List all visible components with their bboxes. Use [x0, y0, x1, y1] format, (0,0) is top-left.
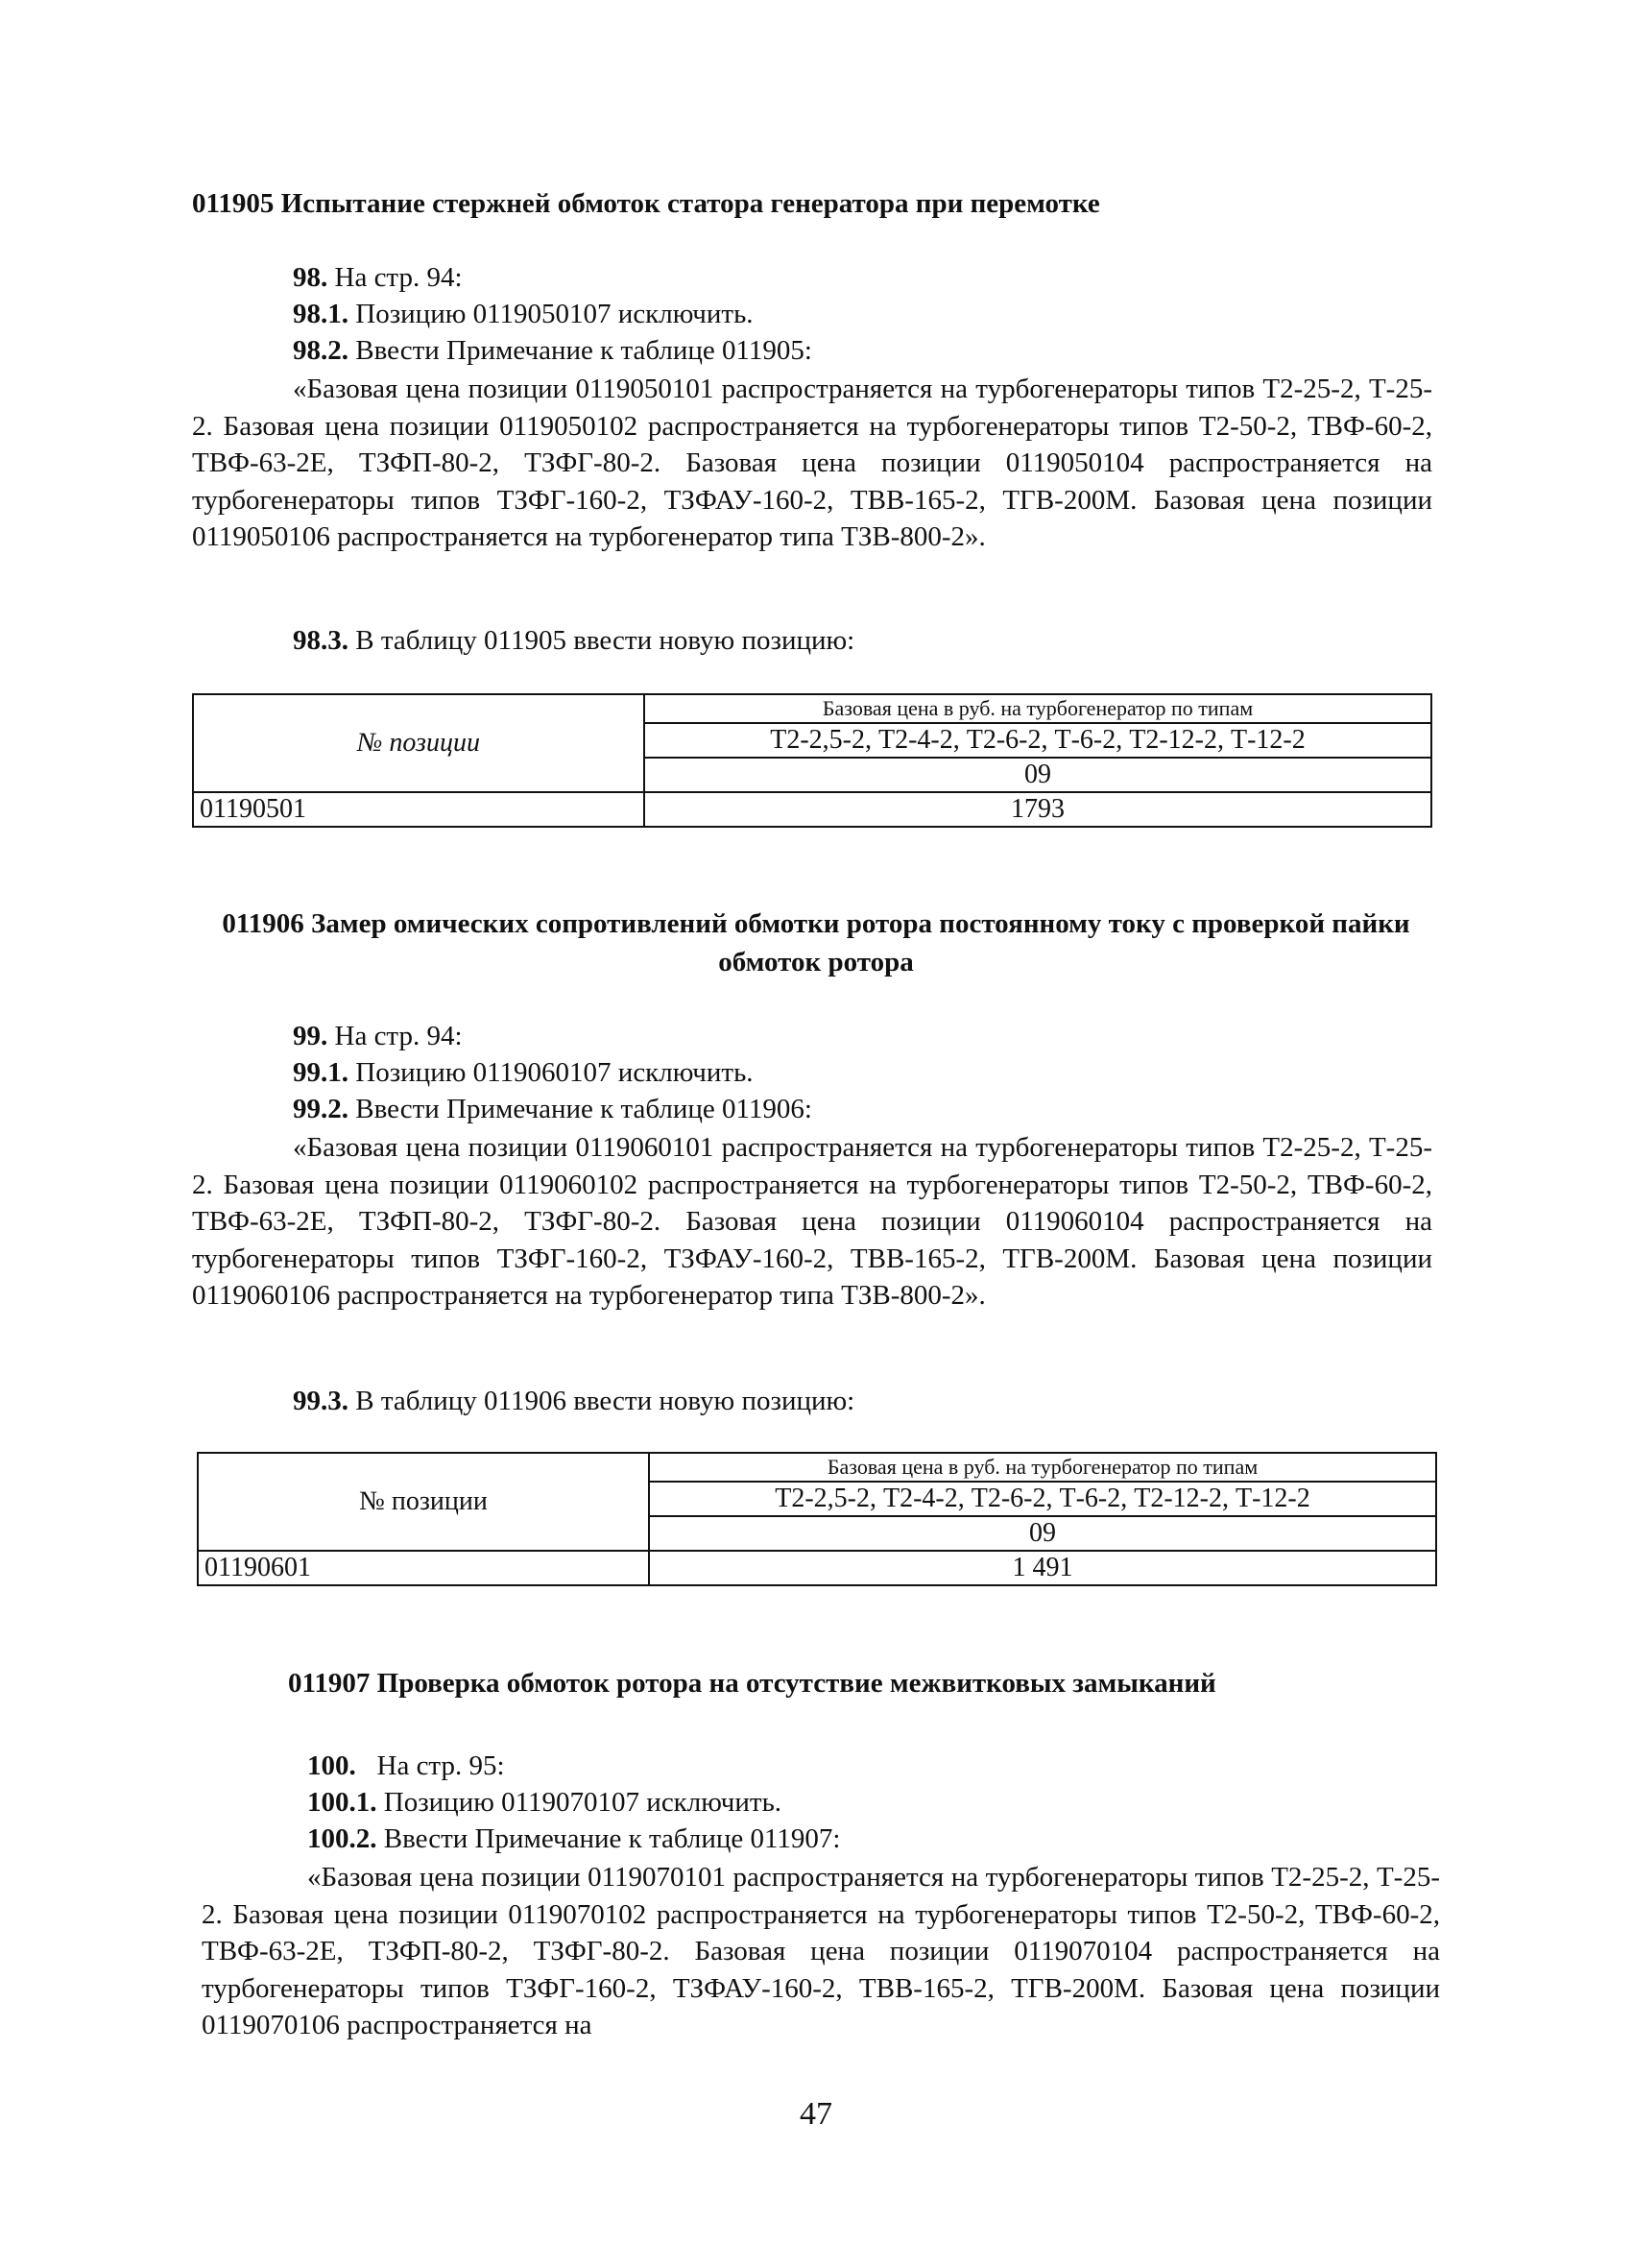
item-number: 99.1. — [293, 1057, 348, 1088]
item-99-2 — [293, 1091, 812, 1127]
item-99 — [293, 1018, 463, 1054]
item-98 — [293, 259, 463, 296]
position-code: 01190601 — [198, 1551, 649, 1585]
page-number: 47 — [800, 2096, 832, 2132]
note-011905: «Базовая цена позиции 0119050101 распространяется на турбогенераторы типов Т2-25-2, Т-25-2. Базовая цена позиции 0119050102 распространяется на турбогенераторы типов Т2-50-2, ТВФ-60-2, ТВФ-63-2Е, ТЗФП-80-2, ТЗФГ-80-2. Базовая цена позиции 0119050104 распространяется на турбогенераторы типов ТЗФГ-160-2, ТЗФАУ-160-2, ТВВ-165-2, ТГВ-200М. Базовая цена позиции 0119050106 распространяется на турбогенератор типа ТЗВ-800-2». — [192, 374, 1432, 552]
item-98-3 — [293, 622, 854, 659]
section-heading-011906: 011906 Замер омических сопротивлений обмотки ротора постоянному току с проверкой пайки обмоток ротора — [222, 908, 1410, 977]
item-text: На стр. 95: — [376, 1750, 505, 1781]
generator-types: Т2-2,5-2, Т2-4-2, Т2-6-2, Т-6-2, Т2-12-2, Т-12-2 — [644, 723, 1431, 758]
generator-types: Т2-2,5-2, Т2-4-2, Т2-6-2, Т-6-2, Т2-12-2, Т-12-2 — [649, 1482, 1436, 1516]
item-text: В таблицу 011905 ввести новую позицию: — [355, 625, 855, 656]
note-011907: «Базовая цена позиции 0119070101 распространяется на турбогенераторы типов Т2-25-2, Т-25-2. Базовая цена позиции 0119070102 распространяется на турбогенераторы типов Т2-50-2, ТВФ-60-2, ТВФ-63-2Е, ТЗФП-80-2, ТЗФГ-80-2. Базовая цена позиции 0119070104 распространяется на турбогенераторы типов ТЗФГ-160-2, ТЗФАУ-160-2, ТВВ-165-2, ТГВ-200М. Базовая цена позиции 0119070106 распространяется на — [202, 1862, 1440, 2040]
item-number: 99.2. — [293, 1094, 348, 1124]
item-text: Позицию 0119050107 исключить. — [355, 299, 754, 329]
position-column-header: № позиции — [193, 694, 644, 792]
item-99-3 — [293, 1383, 854, 1419]
item-text: Позицию 0119060107 исключить. — [355, 1057, 754, 1088]
item-100-1 — [307, 1784, 781, 1821]
price-caption: Базовая цена в руб. на турбогенератор по типам — [649, 1453, 1436, 1482]
item-text: Ввести Примечание к таблице 011906: — [355, 1094, 812, 1124]
item-number: 99.3. — [293, 1386, 348, 1416]
item-text: Позицию 0119070107 исключить. — [383, 1787, 782, 1818]
price-table-011905 — [192, 693, 1432, 828]
column-number: 09 — [644, 758, 1431, 792]
item-number: 99. — [293, 1021, 328, 1051]
item-number: 98.2. — [293, 335, 348, 366]
column-number: 09 — [649, 1516, 1436, 1551]
section-heading-011907: 011907 Проверка обмоток ротора на отсутствие межвитковых замыканий — [288, 1668, 1216, 1699]
item-100 — [307, 1748, 505, 1784]
item-number: 100. — [307, 1750, 356, 1781]
item-text: На стр. 94: — [334, 262, 463, 293]
item-text: Ввести Примечание к таблице 011905: — [355, 335, 812, 366]
item-number: 98.3. — [293, 625, 348, 656]
item-98-1 — [293, 296, 754, 332]
item-number: 100.2. — [307, 1823, 377, 1854]
item-number: 98. — [293, 262, 328, 293]
position-column-header: № позиции — [198, 1453, 649, 1551]
item-text: В таблицу 011906 ввести новую позицию: — [355, 1386, 855, 1416]
item-text: Ввести Примечание к таблице 011907: — [383, 1823, 841, 1854]
item-text: На стр. 94: — [334, 1021, 463, 1051]
section-heading-011905: 011905 Испытание стержней обмоток статора генератора при перемотке — [192, 188, 1100, 219]
price-value: 1 491 — [649, 1551, 1436, 1585]
item-100-2 — [307, 1821, 841, 1857]
item-number: 100.1. — [307, 1787, 377, 1818]
item-number: 98.1. — [293, 299, 348, 329]
position-code: 01190501 — [193, 792, 644, 827]
price-value: 1793 — [644, 792, 1431, 827]
note-011906: «Базовая цена позиции 0119060101 распространяется на турбогенераторы типов Т2-25-2, Т-25-2. Базовая цена позиции 0119060102 распространяется на турбогенераторы типов Т2-50-2, ТВФ-60-2, ТВФ-63-2Е, ТЗФП-80-2, ТЗФГ-80-2. Базовая цена позиции 0119060104 распространяется на турбогенераторы типов ТЗФГ-160-2, ТЗФАУ-160-2, ТВВ-165-2, ТГВ-200М. Базовая цена позиции 0119060106 распространяется на турбогенератор типа ТЗВ-800-2». — [192, 1132, 1432, 1311]
item-98-2 — [293, 332, 812, 369]
price-caption: Базовая цена в руб. на турбогенератор по типам — [644, 694, 1431, 723]
price-table-011906 — [197, 1452, 1437, 1586]
item-99-1 — [293, 1054, 754, 1091]
